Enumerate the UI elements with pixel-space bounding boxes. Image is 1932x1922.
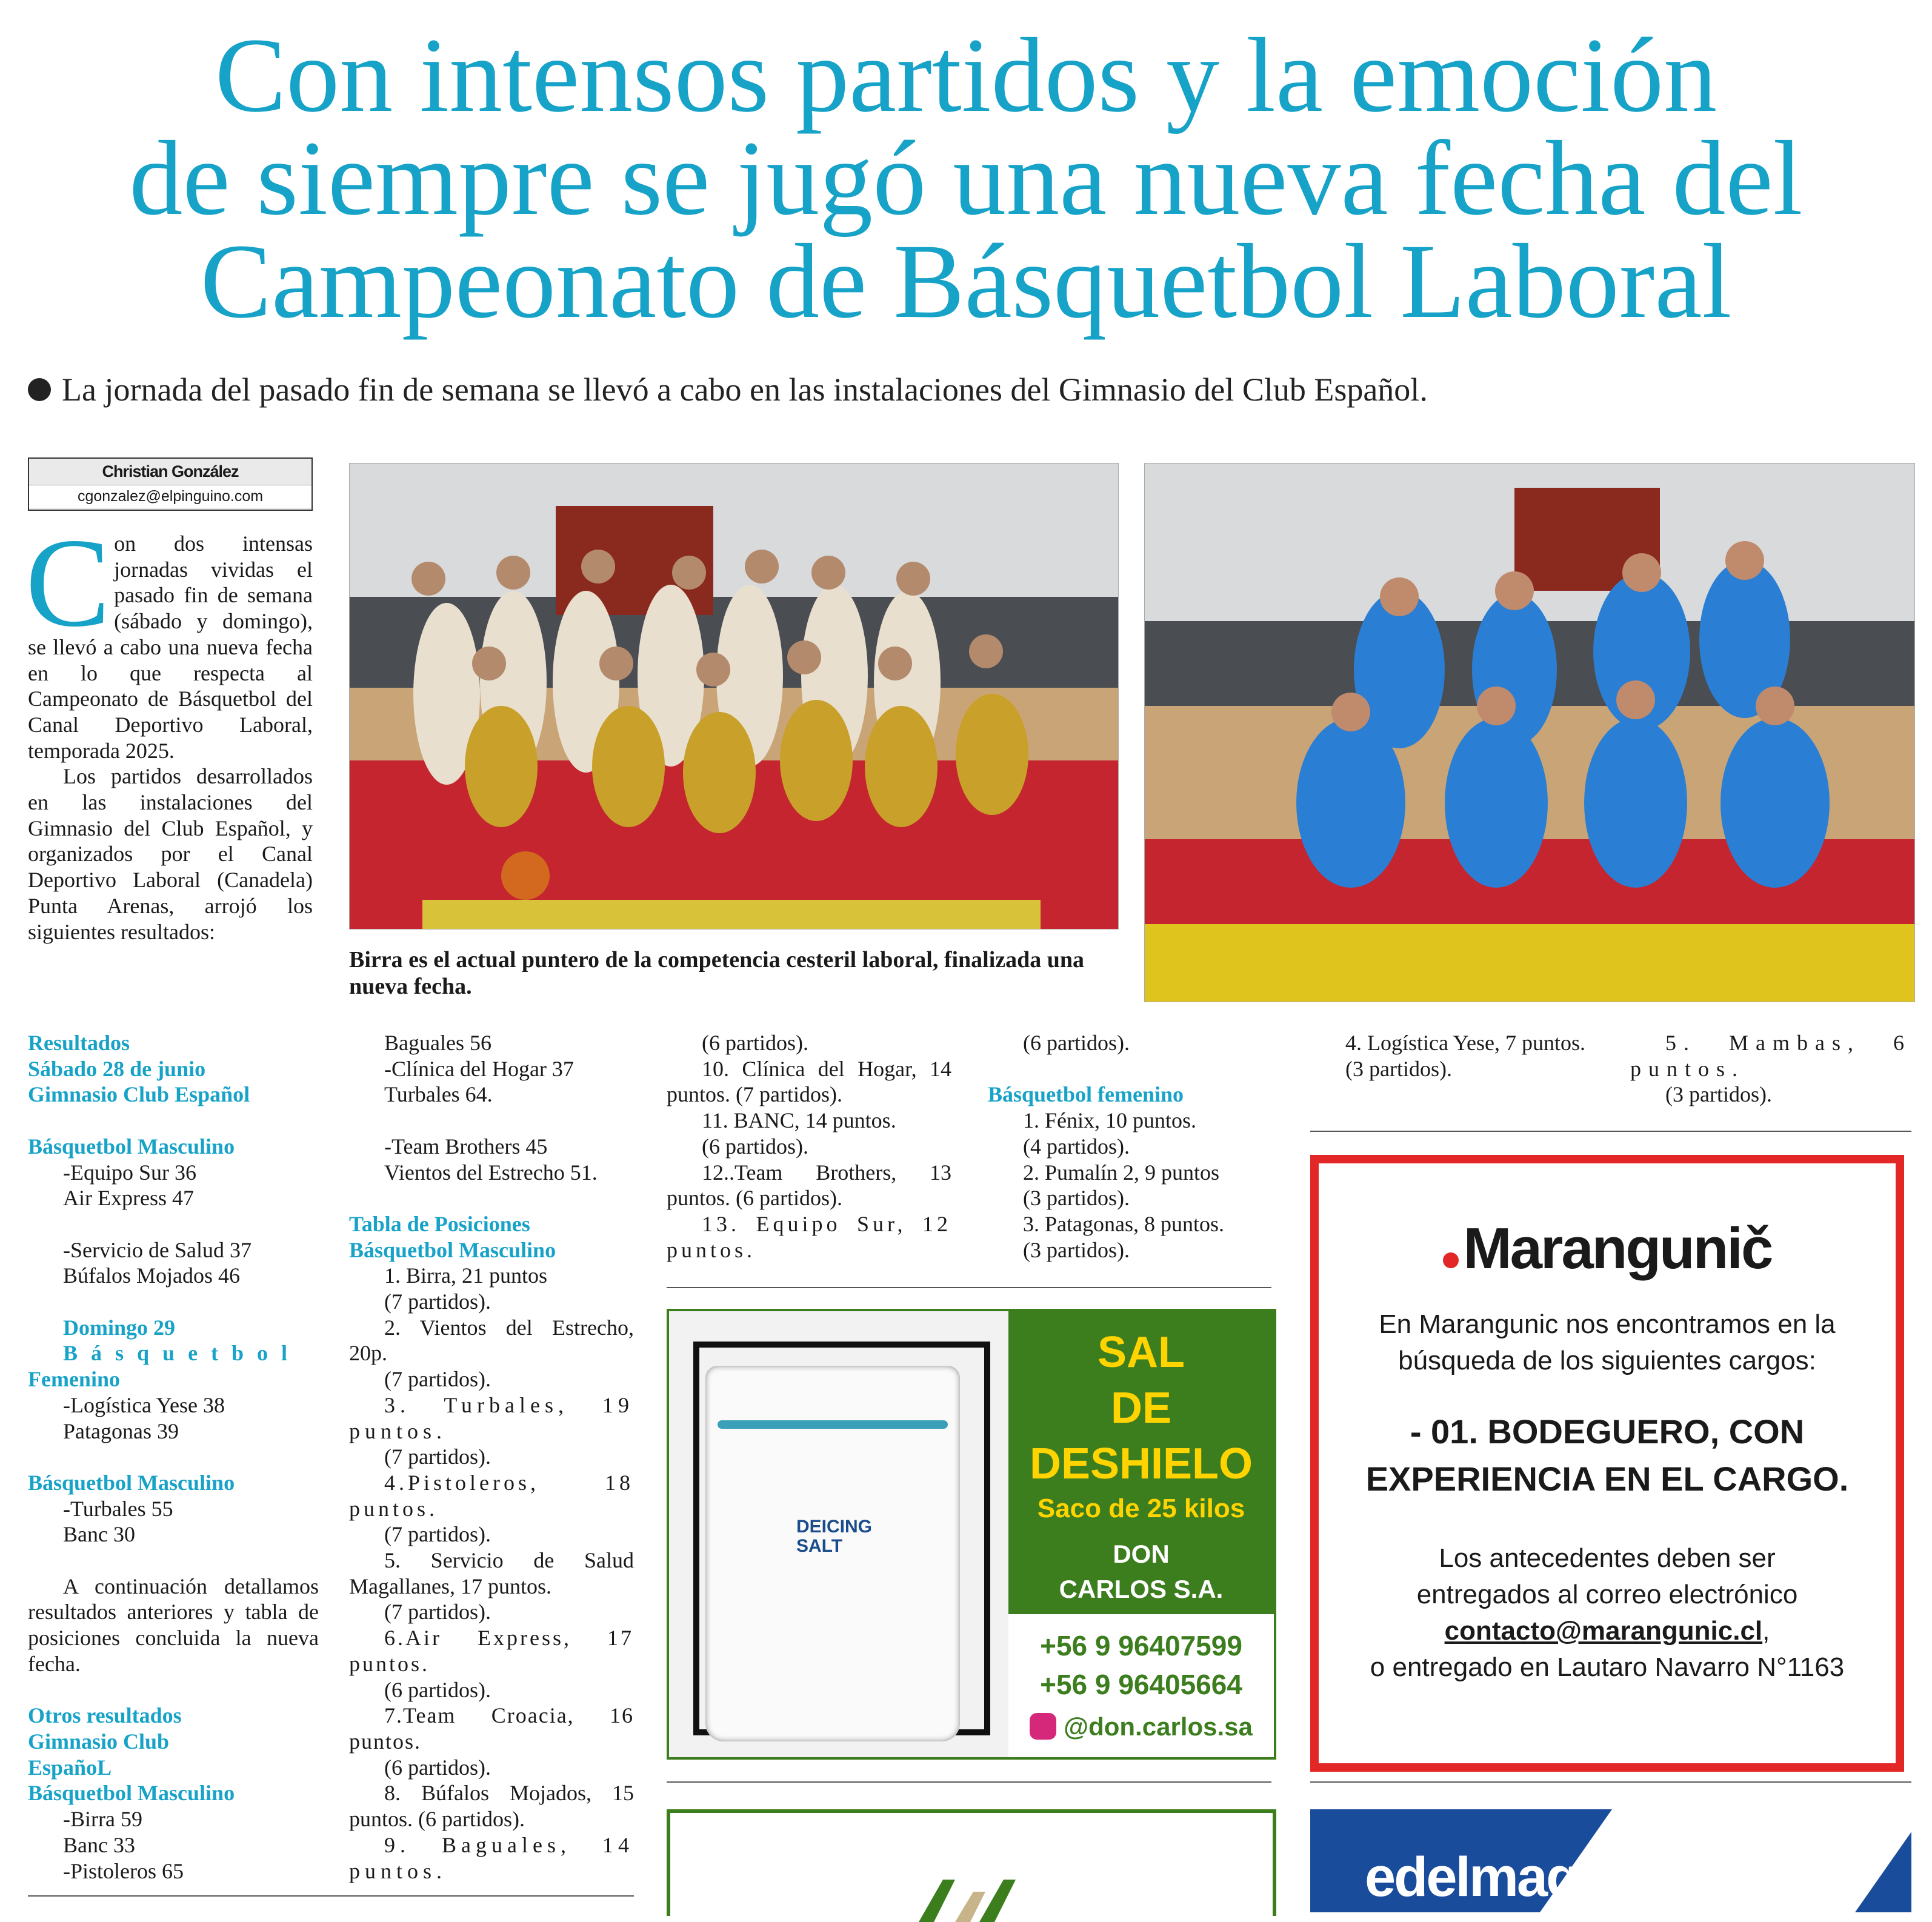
salt-phone-2[interactable]: +56 9 96405664 [1040,1669,1242,1700]
result-line: -Team Brothers 45 [384,1134,548,1159]
salt-instagram[interactable]: @don.carlos.sa [1008,1712,1274,1742]
headline [0,16,1932,341]
salt-title-2: DE [1110,1384,1172,1432]
article-column-3 [667,1030,951,1263]
standing-line: (6 partidos). [384,1677,491,1702]
otros-category: Básquetbol Masculino [28,1781,235,1806]
domingo-sport: Básquetbol [63,1341,301,1366]
otros-venue-1: Gimnasio Club [28,1729,170,1754]
femenino-heading: Básquetbol femenino [988,1082,1184,1107]
standing-line: (3 partidos). [1665,1082,1772,1107]
result-line: -Logística Yese 38 [63,1392,225,1417]
av-logo-icon [913,1867,1034,1922]
byline-author: Christian González [102,462,239,480]
standing-line: (3 partidos). [1023,1237,1130,1262]
salt-ad-contact [1008,1614,1274,1757]
marangunic-intro: En Marangunic nos encontramos en la búsqueda de los siguientes cargos: [1379,1309,1836,1375]
standing-line: 3. Patagonas, 8 puntos. [1023,1211,1224,1236]
standing-line: 2. Pumalín 2, 9 puntos [1023,1160,1220,1185]
divider [667,1287,1271,1288]
marangunic-logo: Marangunič [1319,1215,1896,1282]
domingo-category: Femenino [28,1367,120,1392]
standing-line: (3 partidos). [1023,1186,1130,1211]
standing-line: 2. Vientos del Estrecho, 20p. [349,1315,634,1366]
standing-line: 3. Turbales, 19 puntos. [349,1392,634,1443]
standing-line: 4.Pistoleros, 18 puntos. [349,1470,634,1521]
standing-line: (3 partidos). [1345,1056,1452,1081]
otros-venue-2: EspañoL [28,1755,112,1780]
standing-line: (6 partidos). [384,1755,491,1780]
ad-sal-deshielo[interactable] [667,1309,1276,1760]
salt-subtitle: Saco de 25 kilos [1037,1494,1245,1523]
standing-line: 11. BANC, 14 puntos. [702,1108,896,1133]
domingo-heading: Domingo 29 [63,1315,176,1340]
results-date: Sábado 28 de junio [28,1056,206,1081]
article-column-1-top [25,513,313,945]
divider [1310,1781,1911,1783]
article-column-4 [988,1030,1273,1263]
photo-logyese-image [1145,464,1914,1002]
tabla-heading: Tabla de Posiciones [349,1211,530,1236]
photo-birra-image [350,464,1118,929]
standing-line: 12..Team Brothers, 13 puntos. (6 partidos). [667,1160,951,1211]
article-column-5 [1310,1030,1595,1082]
divider [28,1895,634,1897]
standing-line: 5. Servicio de Salud Magallanes, 17 puntos. [349,1548,634,1598]
article-column-6 [1630,1030,1911,1108]
standing-line: 6.Air Express, 17 puntos. [349,1626,634,1676]
headline-line-3: Campeonato de Básquetbol Laboral [200,222,1732,341]
result-line: -Turbales 55 [63,1496,173,1521]
article-para-3: A continuación detallamos resultados anteriores y tabla de posiciones concluida la nueva fecha. [28,1574,319,1676]
standing-line: (7 partidos). [384,1367,491,1392]
result-line: -Clínica del Hogar 37 [384,1056,574,1081]
deicing-salt-logo: DEICING SALT [796,1517,873,1556]
otros-heading: Otros resultados [28,1703,182,1728]
salt-bag [705,1366,960,1741]
standing-line: 1. Birra, 21 puntos [384,1263,547,1288]
headline-line-1: Con intensos partidos y la emoción [215,16,1717,135]
standing-line: 1. Fénix, 10 puntos. [1023,1108,1197,1133]
result-line: -Pistoleros 65 [63,1858,184,1883]
standing-line: (7 partidos). [384,1522,491,1547]
ad-edelmag-partial[interactable] [1310,1809,1911,1912]
salt-title-3: DESHIELO [1029,1440,1253,1488]
tabla-category: Básquetbol Masculino [349,1237,556,1262]
headline-line-2: de siempre se jugó una nueva fecha del [129,119,1803,238]
results-venue: Gimnasio Club Español [28,1082,250,1107]
photo-caption: Birra es el actual puntero de la competencia cesteril laboral, finalizada una nueva fecha. [349,947,1085,999]
salt-company-2: CARLOS S.A. [1059,1575,1224,1603]
masculino-heading-2: Básquetbol Masculino [28,1470,235,1495]
photo-birra-team [349,463,1119,929]
standing-line: (4 partidos). [1023,1134,1130,1159]
result-line: Air Express 47 [63,1186,194,1211]
standing-line: 4. Logística Yese, 7 puntos. [1345,1031,1585,1055]
masculino-heading-1: Básquetbol Masculino [28,1134,235,1159]
subheadline [28,371,1428,408]
article-para-2: Los partidos desarrollados en las instalaciones del Gimnasio del Club Español, y organizados por el Canal Deportivo Laboral (Canadela) Punta Arenas, arrojó los siguientes resultados: [28,764,313,944]
subheadline-text: La jornada del pasado fin de semana se llevó a cabo en las instalaciones del Gimnasio del Club Español. [62,371,1428,408]
ad-av-partial[interactable] [667,1809,1276,1916]
ad-marangunic[interactable] [1310,1155,1904,1772]
standing-line: 13. Equipo Sur, 12 puntos. [667,1211,951,1262]
divider [667,1781,1271,1783]
salt-title-1: SAL [1098,1328,1185,1377]
standing-line: (6 partidos). [702,1031,808,1055]
result-line: Banc 30 [63,1522,135,1547]
standing-line: 8. Búfalos Mojados, 15 puntos. (6 partidos). [349,1781,634,1832]
article-column-1-bottom [28,1030,319,1884]
standing-line: 10. Clínica del Hogar, 14 puntos. (7 partidos). [667,1056,951,1107]
article-column-2 [349,1030,634,1884]
marangunic-contact: Los antecedentes deben ser entregados al correo electrónico contacto@marangunic.cl, o entregado en Lautaro Navarro N°1163 [1370,1543,1845,1682]
standing-line: (7 partidos). [384,1600,491,1624]
byline-email[interactable]: cgonzalez@elpinguino.com [29,485,311,508]
result-line: Banc 33 [63,1832,135,1857]
edelmag-logo: edelmag [1365,1846,1579,1908]
standing-line: (7 partidos). [384,1289,491,1314]
results-heading: Resultados [28,1031,130,1055]
photo-logyese-team [1144,463,1915,1002]
bullet-icon [28,378,51,401]
result-line: -Equipo Sur 36 [63,1160,196,1185]
standing-line: (7 partidos). [384,1445,491,1469]
divider [1310,1131,1911,1132]
standing-line: 9. Baguales, 14 puntos. [349,1832,634,1883]
dropcap: C [25,513,111,653]
result-line: Patagonas 39 [63,1418,179,1443]
standing-line: (6 partidos). [702,1134,808,1159]
red-dot-icon [1443,1252,1459,1268]
salt-ad-green-panel [1008,1311,1274,1614]
result-line: Baguales 56 [384,1031,491,1055]
marangunic-email[interactable]: contacto@marangunic.cl [1444,1616,1763,1646]
marangunic-position: - 01. BODEGUERO, CON EXPERIENCIA EN EL CARGO. [1365,1412,1849,1498]
standing-line: (6 partidos). [1023,1031,1130,1055]
result-line: Turbales 64. [384,1082,493,1107]
salt-phone-1[interactable]: +56 9 96407599 [1040,1630,1242,1661]
result-line: Búfalos Mojados 46 [63,1263,240,1288]
result-line: -Servicio de Salud 37 [63,1237,251,1262]
byline-box [28,457,313,511]
result-line: Vientos del Estrecho 51. [384,1160,598,1185]
result-line: -Birra 59 [63,1807,142,1832]
salt-company-1: DON [1113,1540,1170,1568]
salt-bag-image [669,1311,1008,1757]
article-intro: on dos intensas jornadas vividas el pasado fin de semana (sábado y domingo), se llevó a cabo una nueva fecha en lo que respecta al Campeonato de Básquetbol del Canal Deportivo Laboral, temporada 2025. [28,531,313,763]
standing-line: 7.Team Croacia, 16 puntos. [349,1703,634,1754]
standing-line: 5. Mambas, 6 puntos. [1630,1031,1911,1081]
instagram-icon [1030,1713,1056,1740]
